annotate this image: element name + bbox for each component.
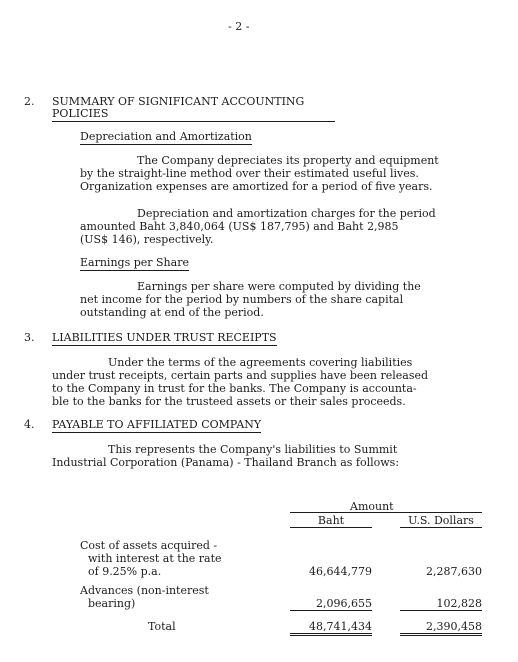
section-2-title-underline bbox=[52, 121, 335, 122]
depreciation-p1-line3: Organization expenses are amortized for a period of five years. bbox=[80, 180, 433, 193]
section-2-title-line1: SUMMARY OF SIGNIFICANT ACCOUNTING bbox=[52, 95, 305, 108]
section-3-p1-line4: ble to the banks for the trusteed assets or their sales proceeds. bbox=[52, 395, 406, 408]
table-col-usd-rule bbox=[400, 527, 482, 528]
earnings-heading: Earnings per Share bbox=[80, 256, 189, 269]
table-group-header: Amount bbox=[350, 500, 394, 513]
table-group-header-rule bbox=[290, 512, 482, 513]
table-col-baht-rule bbox=[290, 527, 372, 528]
table-row1-usd: 2,287,630 bbox=[426, 565, 482, 578]
section-3-p1-line2: under trust receipts, certain parts and supplies have been released bbox=[52, 369, 429, 382]
section-3-number: 3. bbox=[24, 331, 35, 344]
table-total-baht: 48,741,434 bbox=[290, 620, 372, 636]
table-total-usd: 2,390,458 bbox=[400, 620, 482, 636]
table-row2-label-line1: Advances (non-interest bbox=[80, 584, 209, 597]
section-4-number: 4. bbox=[24, 418, 35, 431]
table-col-usd: U.S. Dollars bbox=[408, 514, 474, 527]
section-3-p1-line3: to the Company in trust for the banks. The Company is accounta- bbox=[52, 382, 417, 395]
earnings-p1-line2: net income for the period by numbers of the share capital bbox=[80, 293, 404, 306]
table-row1-label-line2: with interest at the rate bbox=[88, 552, 222, 565]
table-row2-baht: 2,096,655 bbox=[290, 597, 372, 611]
section-4-p1-line2: Industrial Corporation (Panama) - Thailand Branch as follows: bbox=[52, 456, 400, 469]
table-row1-baht: 46,644,779 bbox=[309, 565, 372, 578]
table-total-label: Total bbox=[148, 620, 176, 633]
table-col-baht: Baht bbox=[317, 514, 345, 527]
section-3-p1-line1: Under the terms of the agreements covering liabilities bbox=[108, 356, 413, 369]
section-2-title-line2: POLICIES bbox=[52, 107, 109, 120]
table-row2-label-line2: bearing) bbox=[88, 597, 136, 610]
table-row1-label-line3: of 9.25% p.a. bbox=[88, 565, 162, 578]
earnings-p1-line3: outstanding at end of the period. bbox=[80, 306, 264, 319]
depreciation-heading: Depreciation and Amortization bbox=[80, 130, 252, 143]
section-3-title: LIABILITIES UNDER TRUST RECEIPTS bbox=[52, 331, 277, 344]
depreciation-p1-line1: The Company depreciates its property and equipment bbox=[137, 154, 439, 167]
section-4-p1-line1: This represents the Company's liabilities to Summit bbox=[108, 443, 398, 456]
depreciation-p1-line2: by the straight-line method over their estimated useful lives. bbox=[80, 167, 419, 180]
table-row1-label-line1: Cost of assets acquired - bbox=[80, 539, 218, 552]
depreciation-p2-line3: (US$ 146), respectively. bbox=[80, 233, 214, 246]
depreciation-p2-line2: amounted Baht 3,840,064 (US$ 187,795) and Baht 2,985 bbox=[80, 220, 399, 233]
page-number: - 2 - bbox=[228, 20, 250, 33]
section-4-title: PAYABLE TO AFFILIATED COMPANY bbox=[52, 418, 262, 431]
earnings-p1-line1: Earnings per share were computed by dividing the bbox=[137, 280, 421, 293]
table-row2-usd: 102,828 bbox=[400, 597, 482, 611]
section-2-number: 2. bbox=[24, 95, 35, 108]
depreciation-p2-line1: Depreciation and amortization charges for the period bbox=[137, 207, 436, 220]
